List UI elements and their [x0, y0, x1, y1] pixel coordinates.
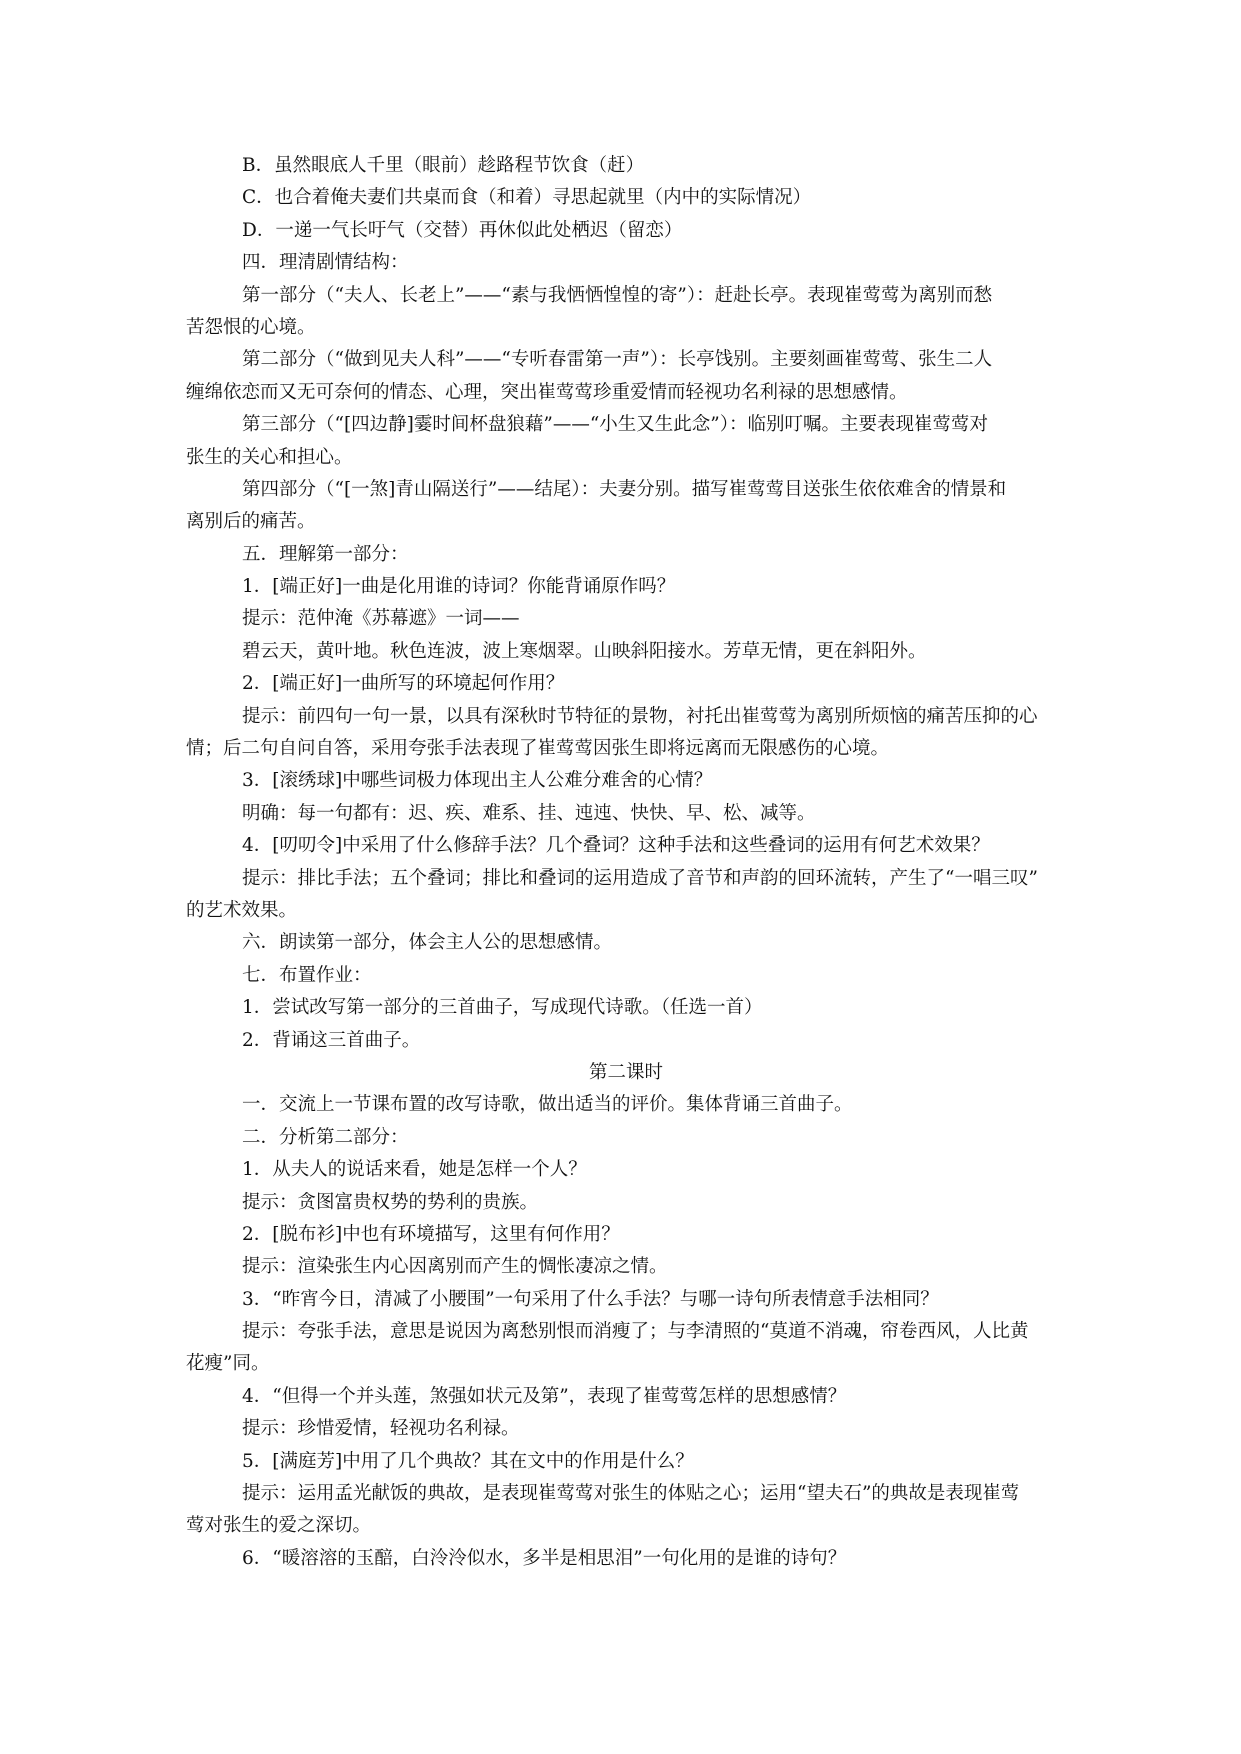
- text-line: 提示：排比手法；五个叠词；排比和叠词的运用造成了音节和声韵的回环流转，产生了“一唱三叹”: [242, 867, 1038, 889]
- text-line: 碧云天，黄叶地。秋色连波，波上寒烟翠。山映斜阳接水。芳草无情，更在斜阳外。: [242, 640, 927, 662]
- text-line: 六．朗读第一部分，体会主人公的思想感情。: [242, 932, 613, 954]
- text-line: C．也合着俺夫妻们共桌而食（和着）寻思起就里（内中的实际情况）: [242, 187, 812, 209]
- text-line: 提示：范仲淹《苏幕遮》一词——: [242, 608, 520, 630]
- text-line: 五．理解第一部分：: [242, 543, 409, 565]
- text-line: 离别后的痛苦。: [186, 511, 316, 533]
- text-line: 3．“昨宵今日，清减了小腰围”一句采用了什么手法？与哪一诗句所表情意手法相同？: [242, 1288, 939, 1310]
- text-line: 提示：前四句一句一景，以具有深秋时节特征的景物，衬托出崔莺莺为离别所烦恼的痛苦压抑的心: [242, 705, 1038, 727]
- document-page: [186, 150, 1066, 1575]
- text-line: D．一递一气长吁气（交替）再休似此处栖迟（留恋）: [242, 219, 683, 241]
- text-line: 2．[端正好]一曲所写的环境起何作用？: [242, 673, 565, 695]
- text-line: 提示：夸张手法，意思是说因为离愁别恨而消瘦了；与李清照的“莫道不消魂，帘卷西风，人比黄: [242, 1321, 1029, 1343]
- text-line: 1．[端正好]一曲是化用谁的诗词？你能背诵原作吗？: [242, 576, 676, 598]
- text-line: 张生的关心和担心。: [186, 446, 353, 468]
- text-line: 第三部分（“[四边静]霎时间杯盘狼藉”——“小生又生此念”）：临别叮嘱。主要表现崔莺莺对: [242, 414, 989, 436]
- text-line: 莺对张生的爱之深切。: [186, 1515, 372, 1537]
- text-line: B．虽然眼底人千里（眼前）趁路程节饮食（赶）: [242, 155, 645, 176]
- text-line: 提示：运用孟光献饭的典故，是表现崔莺莺对张生的体贴之心；运用“望夫石”的典故是表现崔莺: [242, 1483, 1020, 1505]
- text-line: 情；后二句自问自答，采用夸张手法表现了崔莺莺因张生即将远离而无限感伤的心境。: [186, 738, 890, 760]
- text-line: 2．[脱布衫]中也有环境描写，这里有何作用？: [242, 1223, 620, 1245]
- text-line: 二．分析第二部分：: [242, 1126, 409, 1148]
- text-line: 的艺术效果。: [186, 899, 298, 921]
- text-line: 3．[滚绣球]中哪些词极力体现出主人公难分难舍的心情？: [242, 770, 713, 792]
- text-line: 提示：珍惜爱情，轻视功名利禄。: [242, 1418, 520, 1440]
- text-line: 明确：每一句都有：迟、疾、难系、挂、迍迍、快快、早、松、减等。: [242, 802, 816, 824]
- text-line: 5．[满庭芳]中用了几个典故？其在文中的作用是什么？: [242, 1450, 694, 1472]
- text-line: 4．“但得一个并头莲，煞强如状元及第”，表现了崔莺莺怎样的思想感情？: [242, 1385, 847, 1407]
- text-line: 第一部分（“夫人、长老上”——“素与我恓恓惶惶的寄”）：赶赴长亭。表现崔莺莺为离别而愁: [242, 284, 993, 306]
- text-line: 一．交流上一节课布置的改写诗歌，做出适当的评价。集体背诵三首曲子。: [242, 1094, 853, 1116]
- text-line: 第二部分（“做到见夫人科”——“专听春雷第一声”）：长亭饯别。主要刻画崔莺莺、张生二人: [242, 349, 993, 371]
- text-line: 4．[叨叨令]中采用了什么修辞手法？几个叠词？这种手法和这些叠词的运用有何艺术效果？: [242, 835, 990, 857]
- text-line: 花瘦”同。: [186, 1353, 270, 1375]
- text-line: 提示：贪图富贵权势的势利的贵族。: [242, 1191, 539, 1213]
- text-line: 1．从夫人的说话来看，她是怎样一个人？: [242, 1159, 587, 1181]
- text-line: 缠绵依恋而又无可奈何的情态、心理，突出崔莺莺珍重爱情而轻视功名利禄的思想感情。: [186, 381, 908, 403]
- text-line: 第四部分（“[一煞]青山隔送行”——结尾）：夫妻分别。描写崔莺莺目送张生依依难舍的情景和: [242, 478, 1007, 500]
- section-heading: 第二课时: [588, 1061, 663, 1083]
- text-line: 苦怨恨的心境。: [186, 316, 316, 338]
- text-line: 四．理清剧情结构：: [242, 252, 409, 274]
- text-line: 1．尝试改写第一部分的三首曲子，写成现代诗歌。（任选一首）: [242, 997, 763, 1019]
- text-line: 提示：渲染张生内心因离别而产生的惆怅凄凉之情。: [242, 1256, 668, 1278]
- text-line: 七．布置作业：: [242, 964, 372, 986]
- text-line: 6．“暖溶溶的玉醅，白泠泠似水，多半是相思泪”一句化用的是谁的诗句？: [242, 1547, 847, 1569]
- text-line: 2．背诵这三首曲子。: [242, 1029, 421, 1051]
